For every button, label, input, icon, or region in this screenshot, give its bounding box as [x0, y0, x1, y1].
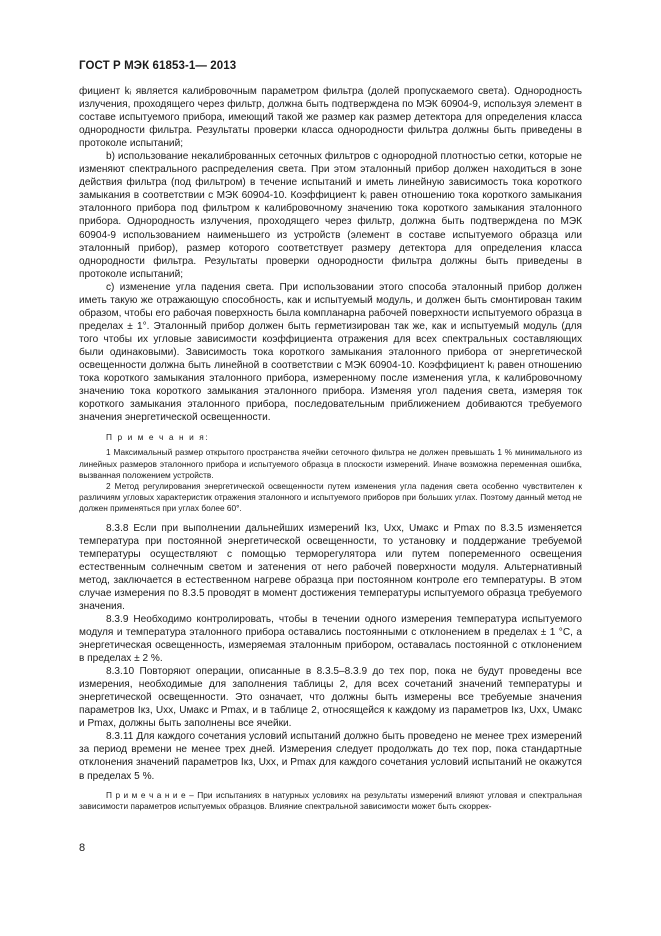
note-1: 1 Максимальный размер открытого пространства ячейки сеточного фильтра не должен превышать 1 % минимального из линейных размеров эталонного прибора и испытуемого образца в плоскости измерений. Иначе возможна переменная ошибка, вызванная положением устройств.	[79, 447, 582, 480]
section-8-3-8: 8.3.8 Если при выполнении дальнейших измерений Iкз, Uхх, Uмакс и Pmax по 8.3.5 изменяется температура при постоянной энергетической освещенности, то установку и поддержание требуемой температуры осуществляют с помощью терморегулятора или путем попеременного освещения естественным солнечным светом и затенения от него рабочей поверхности модуля. Альтернативный метод, заключается в естественном нагреве образца при постоянном контроле его температуры. В этом случае измерения по 8.3.5 проводят в момент достижения температуры испытуемого образца требуемого значения.	[79, 522, 582, 612]
paragraph-item-b: b) использование некалиброванных сеточных фильтров с однородной плотностью сетки, которые не изменяют спектрального распределения света. При этом эталонный прибор должен находиться в зоне действия фильтра (под фильтром) в течение испытаний и иметь линейную зависимость тока короткого замыкания в соответствии с МЭК 60904-10. Коэффициент kᵢ равен отношению тока короткого замыкания эталонного прибора под фильтром к калибровочному значению тока короткого замыкания эталонного прибора. Однородность излучения, проходящего через фильтр, должна быть подтверждена по МЭК 60904-9 использованием наименьшего из устройств (элемент в составе испытуемого образца или эталонный прибор), размер которого соответствует размеру детектора для определения класса однородности фильтра. Результаты проверки однородности фильтра должны быть приведены в протоколе испытаний;	[79, 151, 582, 280]
section-8-3-10: 8.3.10 Повторяют операции, описанные в 8.3.5–8.3.9 до тех пор, пока не будут проведены все измерения, необходимые для заполнения таблицы 2, для всех сочетаний значений температуры и энергетической освещенности. Это означает, что должны быть измерены все требуемые значения параметров Iкз, Uхх, Uмакс и Pmax, и в таблице 2, относящейся к каждому из параметров Iкз, Uхх, Uмакс и Pmax, должны быть заполнены все ячейки.	[79, 666, 582, 730]
section-8-3-9: 8.3.9 Необходимо контролировать, чтобы в течении одного измерения температура испытуемого модуля и температура эталонного прибора оставались постоянными с отклонением в пределах ± 1 °С, а энергетическая освещенность, измеряемая эталонным прибором, оставалась постоянной с отклонением в пределах ± 2 %.	[79, 613, 582, 665]
notes-heading: П р и м е ч а н и я:	[106, 432, 210, 443]
paragraph-item-c: c) изменение угла падения света. При использовании этого способа эталонный прибор должен иметь такую же отражающую способность, как и испытуемый модуль, и должен быть смонтирован таким образом, чтобы его рабочая поверхность была компланарна рабочей поверхности испытуемого образца в пределах ± 1°. Эталонный прибор должен быть герметизирован так же, как и испытуемый модуль (для того чтобы их угловые зависимости коэффициента отражения для всех спектральных составляющих были одинаковыми). Зависимость тока короткого замыкания эталонного прибора от энергетической освещенности должна быть линейной в соответствии с МЭК 60904-10. Коэффициент kᵢ равен отношению тока короткого замыкания эталонного прибора, измеренному после изменения угла, к калибровочному значению тока короткого замыкания эталонного прибора. Изменяя угол падения света, измеряя ток короткого замыкания эталонного прибора, последовательным приближением добиваются требуемого значения энергетической освещенности.	[79, 281, 582, 424]
document-body	[79, 85, 582, 812]
document-header: ГОСТ Р МЭК 61853-1— 2013	[79, 60, 237, 72]
section-8-3-11: 8.3.11 Для каждого сочетания условий испытаний должно быть проведено не менее трех измерений за период времени не менее трех дней. Измерения следует продолжать до тех пор, пока стандартные отклонения значений параметров Iкз, Uхх, и Pmax для каждого сочетания условий испытаний не окажутся в пределах 5 %.	[79, 731, 582, 782]
paragraph-filter-coefficient: фициент kᵢ является калибровочным параметром фильтра (долей пропускаемого света). Однородность излучения, проходящего через фильтр, должна быть подтверждена по МЭК 60904-9, используя элемент в составе испытуемого прибора, имеющий такой же размер как размер детектора для определения класса однородности фильтра. Результаты проверки класса однородности фильтра должны быть приведены в протоколе испытаний;	[79, 86, 582, 150]
note-spectral: П р и м е ч а н и е – При испытаниях в натурных условиях на результаты измерений влияют угловая и спектральная зависимости параметров испытуемых образцов. Влияние спектральной зависимости может быть скоррек-	[79, 789, 582, 811]
page-number: 8	[79, 842, 86, 854]
note-2: 2 Метод регулирования энергетической освещенности путем изменения угла падения света особенно чувствителен к различиям угловых характеристик отражения эталонного и испытуемого приборов при больших углах. Поэтому данный метод не должен применяться при углах более 60°.	[79, 481, 582, 514]
